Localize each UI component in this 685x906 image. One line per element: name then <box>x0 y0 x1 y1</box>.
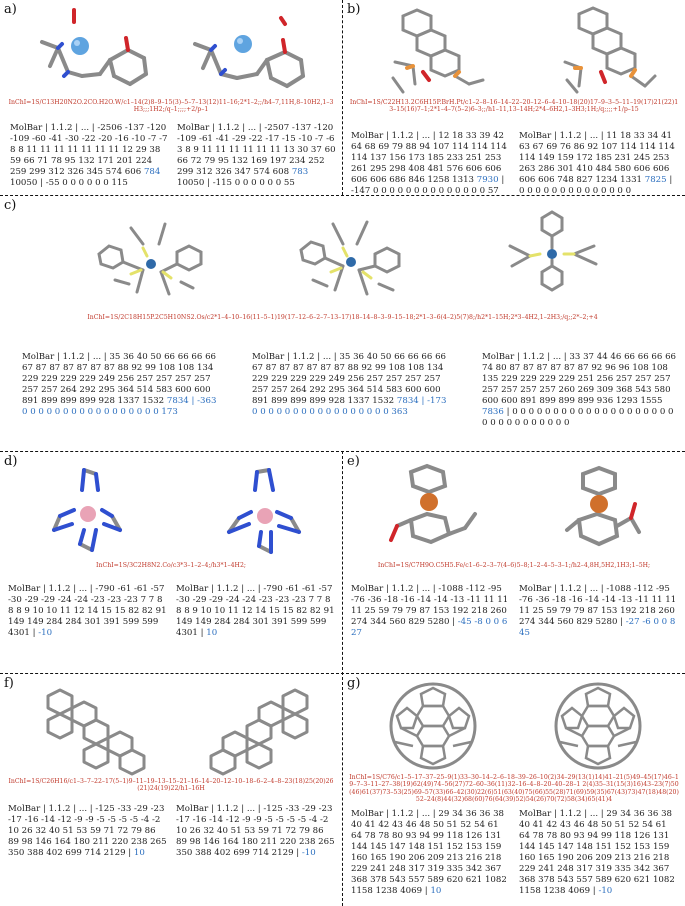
panel-f <box>0 674 342 906</box>
molbar-1: MolBar | 1.1.2 | ... | -125 -33 -29 -23 -17 -16 -14 -12 -9 -9 -5 -5 -5 -5 -4 -2 10 26 32 40 51 53 59 71 72 79 86 89 98 146 164 180 211 220 238 265 350 388 402 699 714 2129 | 10 <box>8 804 167 858</box>
molecule-image-2 <box>543 462 653 557</box>
panel-label: f) <box>4 676 14 691</box>
inchi-string: InChI=1S/C22H13.2C6H15P.BrH.Pt/c1–2–8–16–14–22–20–12–6–4–10–18(20)17–9–3–5–11–19(17)21(22)13–15(16)7–1;2*1–4–7(5–2)6–3;;/h1–11,13–14H;2*4–6H2,1–3H3;1H;/q;;;;+1/p–15 <box>349 99 679 114</box>
panel-c <box>0 196 685 451</box>
molbar-1: MolBar | 1.1.2 | ... | -1088 -112 -95 -76 -36 -18 -16 -14 -14 -13 -11 11 11 11 25 59 79 79 87 153 192 218 260 274 344 560 829 5280 | -45 -8 0 0 6 27 <box>351 584 509 638</box>
panel-label: d) <box>4 454 18 469</box>
panel-g <box>343 674 685 906</box>
molbar-1: MolBar | 1.1.2 | ... | 29 34 36 36 38 40 41 42 43 46 48 50 51 52 54 61 64 78 78 80 93 94 99 118 126 131 144 145 147 148 151 152 153 159 160 165 190 206 209 213 216 218 229 241 248 317 319 335 342 367 368 378 543 557 589 620 621 1082 1158 1238 4069 | 10 <box>351 809 507 896</box>
molecule-image-1 <box>85 204 215 304</box>
panel-d <box>0 452 342 673</box>
panel-e <box>343 452 685 673</box>
molbar-1: MolBar | 1.1.2 | ... | -2506 -137 -120 -109 -60 -41 -30 -22 -20 -16 -10 -7 -7 8 8 11 11 11 11 11 11 11 12 29 38 59 66 71 78 95 132 171 201 224 259 299 312 326 345 574 606 784 10050 | -55 0 0 0 0 0 0 115 <box>10 123 168 188</box>
panel-b <box>343 0 685 195</box>
inchi-string: InChI=1S/C76/c1–5–17–37–25–9(1)33–30–14–2–6–18–39–26–10(2)34–29(13(1)14)41–21(5)49–45(17)46–19–7–3–11–27–38(19)62(49)74–56(27)72–60–36(11)32–16–4–8–20–40–28–1 2(4)35–31(15(3)16)43–23(7)50(46)61(37)73–53(25)69–57(33)66–42(30)22(6)51(63(40)75(66)55(28)71(69)59(35)67(43)73)47(18)48(20)52–24(8)44(32)68(60)76(64(39)52)54(26)70(72)58(34)65(41)4 <box>349 774 679 803</box>
molecule-image-2 <box>195 682 325 778</box>
molbar-2: MolBar | 1.1.2 | ... | -125 -33 -29 -23 -17 -16 -14 -12 -9 -9 -5 -5 -5 -5 -4 -2 10 26 32 40 51 53 59 71 72 79 86 89 98 146 164 180 211 220 238 265 350 388 402 699 714 2129 | -10 <box>176 804 335 858</box>
inchi-string: InChI=1S/3C2H8N2.Co/c3*3–1–2–4;/h3*1–4H2; <box>96 562 246 569</box>
molecule-image-1 <box>373 6 493 98</box>
molbar-3: MolBar | 1.1.2 | ... | 33 37 44 46 66 66 66 66 74 80 87 87 87 87 87 87 92 96 96 108 108 135 229 229 229 229 251 256 257 257 257 257 257 257 257 260 269 309 368 543 580 600 600 891 899 899 899 936 1293 1555 7836 | 0 0 0 0 0 0 0 0 0 0 0 0 0 0 0 0 0 0 0 0 0 0 0 0 0 0 0 0 0 0 0 <box>482 352 677 428</box>
molecule-image-1 <box>383 462 493 557</box>
molecule-image-2 <box>285 204 415 304</box>
panel-label: a) <box>4 2 17 17</box>
panel-a <box>0 0 342 195</box>
molecule-image-1 <box>30 682 160 778</box>
inchi-string: InChI=1S/C26H16/c1–3–7–22–17(5–1)9–11–19–13–15–21–16–14–20–12–10–18–6–2–4–8–23(18)25(20)26(21)24(19)22/h1–16H <box>8 778 334 793</box>
inchi-string: InChI=1S/C7H9O.C5H5.Fe/c1–6–2–3–7(4–6)5–8;1–2–4–5–3–1;/h2–4,8H,5H2,1H3;1–5H; <box>377 562 651 569</box>
molecule-image-2 <box>543 6 663 98</box>
molecule-image-1 <box>383 680 483 772</box>
inchi-string: InChI=1S/2C18H15P.2C5H10NS2.Os/c2*1–4–10–16(11–5–1)19(17–12–6–2–7–13–17)18–14–8–3–9–15–18;2*1–3–6(4–2)5(7)8;/h2*1–15H;2*3–4H2,1–2H3;/q;;2*–2;+4 <box>87 314 598 321</box>
molbar-2: MolBar | 1.1.2 | ... | -790 -61 -61 -57 -30 -29 -29 -24 -24 -23 -23 -23 7 7 8 8 8 9 10 10 11 12 14 15 15 82 82 91 149 149 284 284 301 391 599 599 4301 | 10 <box>176 584 335 638</box>
molbar-2: MolBar | 1.1.2 | ... | -2507 -137 -120 -109 -61 -41 -29 -22 -17 -15 -10 -7 -6 3 8 9 11 11 11 11 11 11 13 30 37 60 66 72 79 95 132 169 197 234 252 299 312 326 347 574 608 783 10050 | -115 0 0 0 0 0 0 55 <box>177 123 336 188</box>
molecule-image-2 <box>185 4 315 94</box>
molbar-2: MolBar | 1.1.2 | ... | 11 18 33 34 41 63 67 69 76 86 92 107 114 114 114 114 149 159 172 185 231 245 253 263 286 301 410 484 580 606 606 606 606 748 827 1234 1331 7825 | 0 0 0 0 0 0 0 0 0 0 0 0 0 0 <box>519 131 675 195</box>
molbar-2: MolBar | 1.1.2 | ... | 29 34 36 36 38 40 41 42 43 46 48 50 51 52 54 61 64 78 78 80 93 94 99 118 126 131 144 145 147 148 151 152 153 159 160 165 190 206 209 213 216 218 229 241 248 317 319 335 342 367 368 378 543 557 589 620 621 1082 1158 1238 4069 | -10 <box>519 809 675 896</box>
molbar-1: MolBar | 1.1.2 | ... | 35 36 40 50 66 66 66 66 67 87 87 87 87 87 87 88 92 99 108 108 134 229 229 229 229 249 256 257 257 257 257 257 257 264 292 295 364 514 583 600 600 891 899 899 899 928 1337 1532 7834 | -363 0 0 0 0 0 0 0 0 0 0 0 0 0 0 0 0 0 173 <box>22 352 217 417</box>
panel-label: c) <box>4 198 17 213</box>
molbar-2: MolBar | 1.1.2 | ... | 35 36 40 50 66 66 66 66 67 87 87 87 87 87 87 88 92 99 108 108 134 229 229 229 229 249 256 257 257 257 257 257 257 264 292 295 364 514 583 600 600 891 899 899 899 928 1337 1532 7834 | -173 0 0 0 0 0 0 0 0 0 0 0 0 0 0 0 0 0 363 <box>252 352 447 417</box>
molbar-2: MolBar | 1.1.2 | ... | -1088 -112 -95 -76 -36 -18 -16 -14 -14 -13 -11 11 11 11 25 59 79 79 87 153 192 218 260 274 344 560 829 5280 | -27 -6 0 0 8 45 <box>519 584 677 638</box>
molecule-image-3 <box>490 210 620 300</box>
molbar-1: MolBar | 1.1.2 | ... | -790 -61 -61 -57 -30 -29 -29 -24 -24 -23 -23 -23 7 7 8 8 8 9 10 10 11 12 14 15 15 82 82 91 149 149 284 284 301 391 599 599 4301 | -10 <box>8 584 167 638</box>
panel-label: g) <box>347 676 361 691</box>
molbar-1: MolBar | 1.1.2 | ... | 12 18 33 39 42 64 68 69 79 88 94 107 114 114 114 114 137 156 173 185 233 251 253 261 295 298 408 481 576 606 606 606 606 686 846 1258 1313 7930 | -147 0 0 0 0 0 0 0 0 0 0 0 0 0 0 57 <box>351 131 507 195</box>
molecule-image-2 <box>215 460 315 560</box>
panel-label: e) <box>347 454 360 469</box>
molecule-image-1 <box>30 4 160 94</box>
molecule-image-1 <box>40 460 140 560</box>
inchi-string: InChI=1S/C13H20N2O.2CO.H2O.W/c1–14(2)8–9–15(3)–5–7–13(12)11–16;2*1–2;;/h4–7,11H,8–10H2,1–3H3;;;1H2;/q–1;;;;+2/p–1 <box>8 99 334 114</box>
molecule-image-2 <box>548 680 648 772</box>
panel-label: b) <box>347 2 361 17</box>
